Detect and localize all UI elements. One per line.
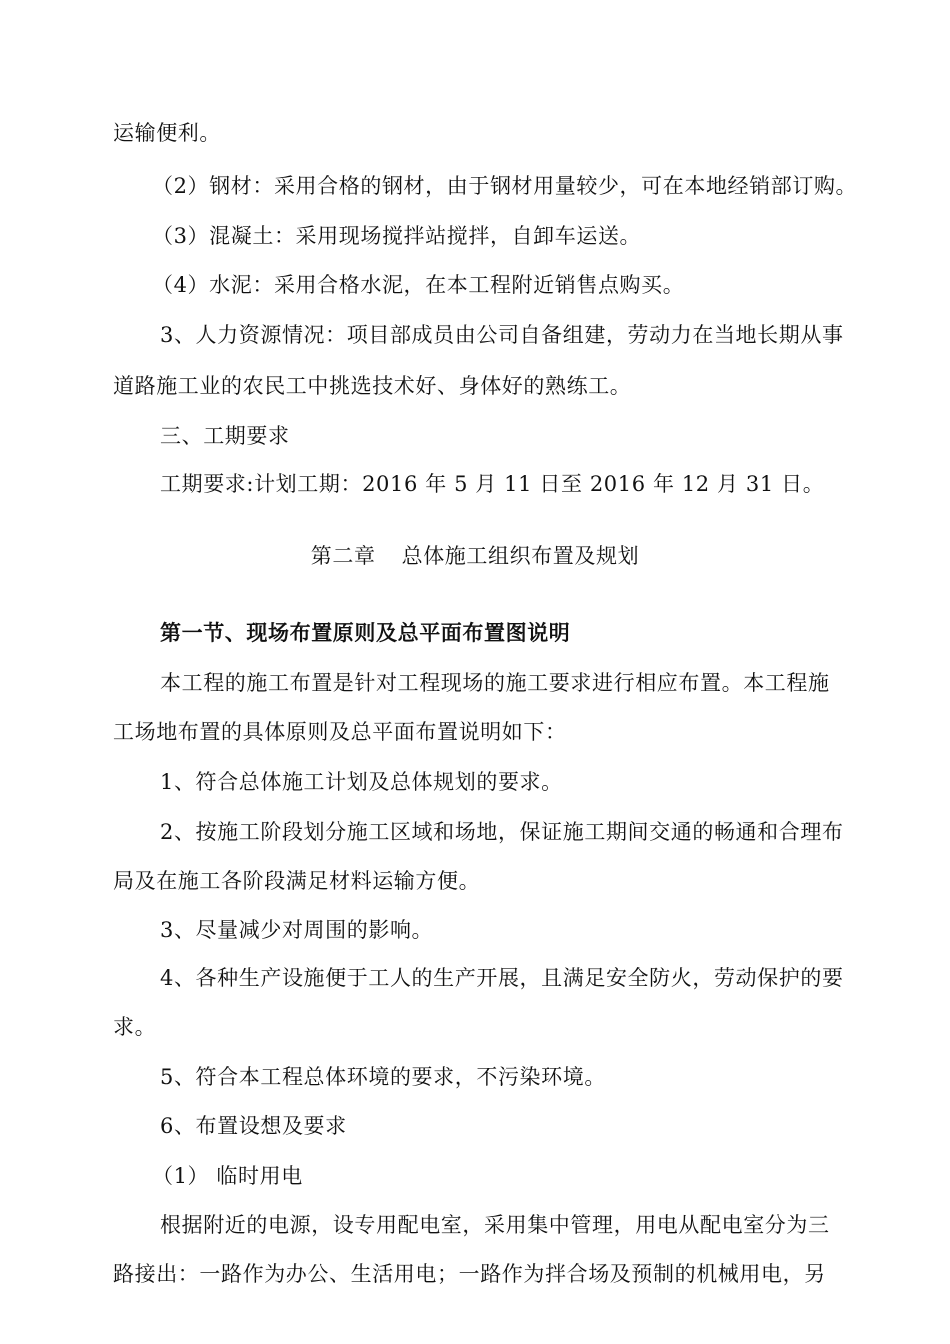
chapter-number: 第二章 <box>310 544 376 568</box>
text-line: （2）钢材：采用合格的钢材，由于钢材用量较少，可在本地经销部订购。 <box>152 174 858 198</box>
text-line: 6、布置设想及要求 <box>160 1114 347 1138</box>
text-line: 道路施工业的农民工中挑选技术好、身体好的熟练工。 <box>113 374 632 398</box>
text-line: 求。 <box>113 1015 157 1039</box>
text-line: 4、各种生产设施便于工人的生产开展，且满足安全防火，劳动保护的要 <box>160 966 844 990</box>
chapter-heading <box>0 541 950 571</box>
text-line: 工场地布置的具体原则及总平面布置说明如下： <box>113 720 567 744</box>
chapter-title: 总体施工组织布置及规划 <box>401 544 640 568</box>
text-line: （3）混凝土：采用现场搅拌站搅拌，自卸车运送。 <box>152 224 642 248</box>
text-line: 本工程的施工布置是针对工程现场的施工要求进行相应布置。本工程施 <box>160 671 830 695</box>
text-line: 局及在施工各阶段满足材料运输方便。 <box>113 869 481 893</box>
text-line: 3、人力资源情况：项目部成员由公司自备组建，劳动力在当地长期从事 <box>160 323 844 347</box>
text-line: 3、尽量减少对周围的影响。 <box>160 918 434 942</box>
text-line: 1、符合总体施工计划及总体规划的要求。 <box>160 770 563 794</box>
text-line: 5、符合本工程总体环境的要求，不污染环境。 <box>160 1065 606 1089</box>
text-line: 工期要求:计划工期：2016 年 5 月 11 日至 2016 年 12 月 31 日。 <box>160 472 825 496</box>
text-line: 运输便利。 <box>113 121 221 145</box>
text-line: 三、工期要求 <box>160 424 290 448</box>
text-line: 路接出：一路作为办公、生活用电；一路作为拌合场及预制的机械用电，另 <box>113 1262 826 1286</box>
text-line: （4）水泥：采用合格水泥，在本工程附近销售点购买。 <box>152 273 685 297</box>
section-title: 第一节、现场布置原则及总平面布置图说明 <box>160 621 571 645</box>
text-line: 2、按施工阶段划分施工区域和场地，保证施工期间交通的畅通和合理布 <box>160 820 844 844</box>
text-line: 根据附近的电源，设专用配电室，采用集中管理，用电从配电室分为三 <box>160 1213 830 1237</box>
text-line: （1） 临时用电 <box>152 1164 303 1188</box>
